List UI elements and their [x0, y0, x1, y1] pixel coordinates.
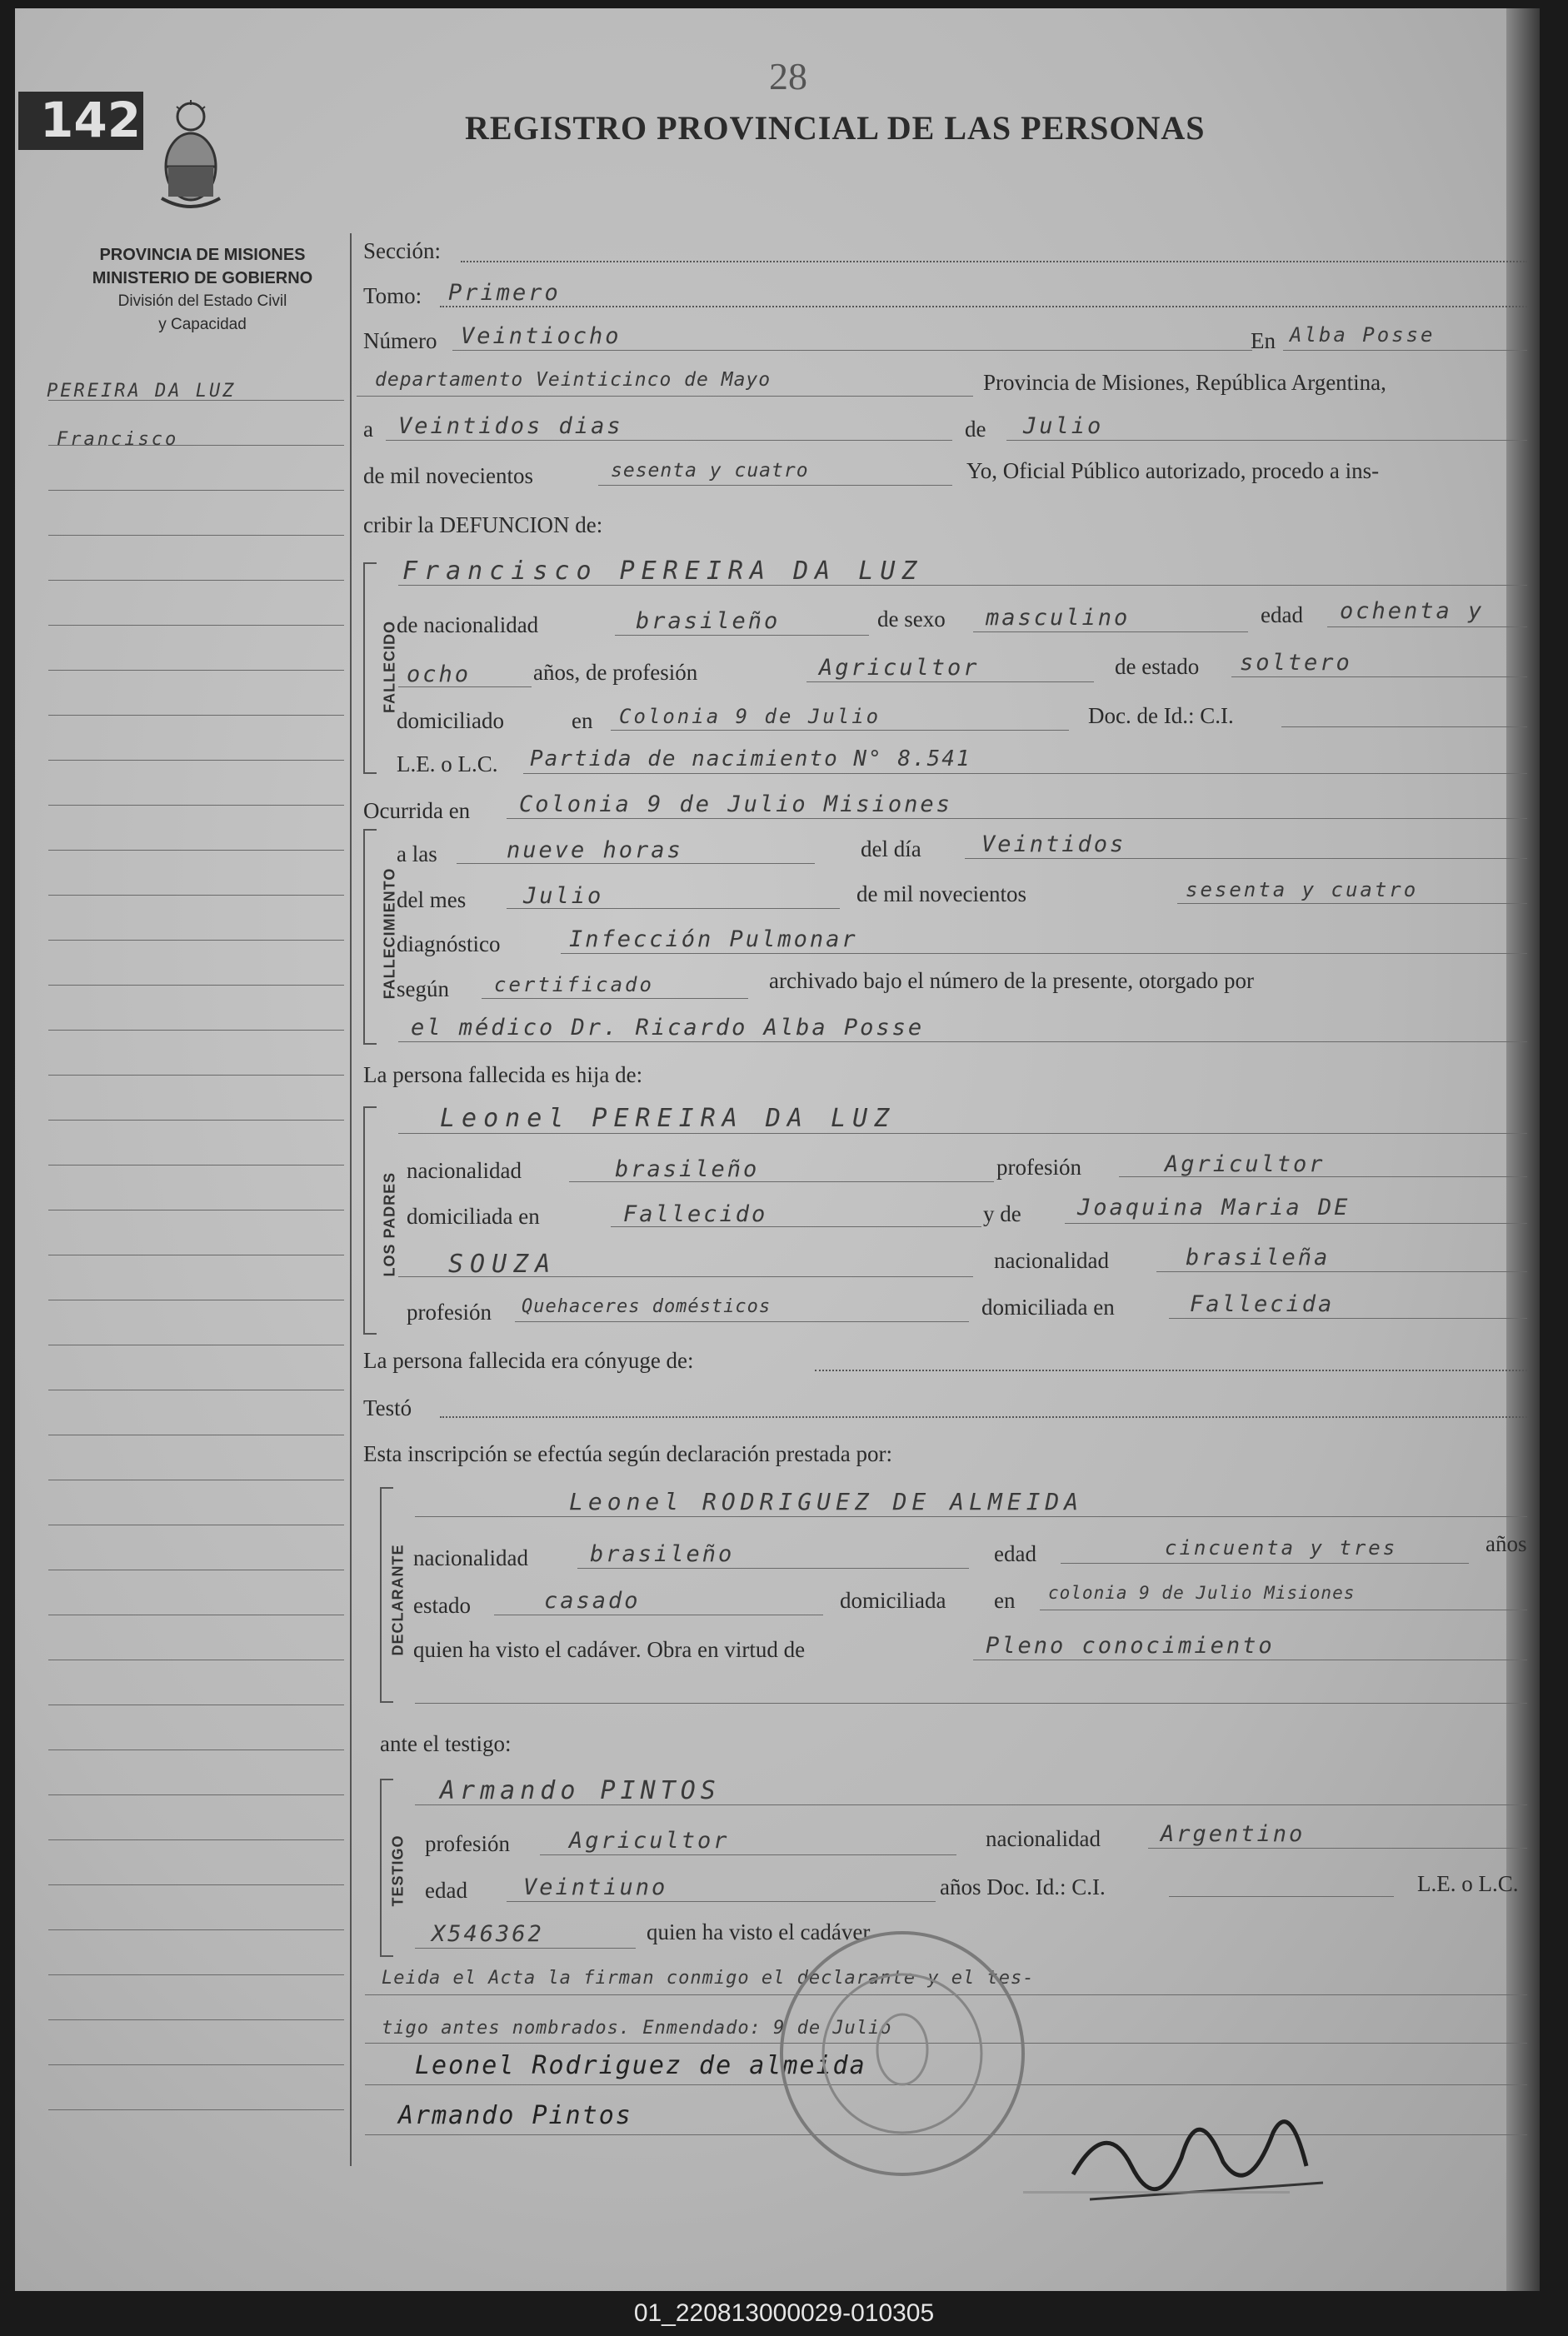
margin-given-name: Francisco: [57, 429, 179, 450]
madre-1-line: [1065, 1223, 1527, 1224]
label-madre-nacionalidad: nacionalidad: [994, 1248, 1109, 1273]
label-a: a: [363, 417, 373, 442]
margin-ruled-line: [48, 1120, 344, 1121]
numero-line: [452, 350, 1252, 351]
label-de-sexo: de sexo: [877, 606, 946, 631]
label-ante: ante el testigo:: [380, 1731, 512, 1756]
label-del-mes: del mes: [397, 887, 467, 912]
declarante-blank-line: [415, 1703, 1527, 1704]
margin-ruled-line: [48, 2109, 344, 2110]
value-obra: Pleno conocimiento: [986, 1633, 1275, 1659]
fallecido-domicilio-line: [611, 730, 1069, 731]
value-padre-profesion: Agricultor: [1165, 1151, 1326, 1177]
hora-line: [457, 863, 815, 864]
office-line-ministry: MINISTERIO DE GOBIERNO: [92, 269, 313, 287]
office-line-province: PROVINCIA DE MISIONES: [99, 246, 306, 264]
value-diagnostico: Infección Pulmonar: [569, 926, 858, 952]
value-madre-profesion: Quehaceres domésticos: [522, 1296, 772, 1317]
fallecido-sexo-line: [973, 631, 1248, 632]
fallecido-profesion-line: [806, 681, 1094, 682]
testo-line: [440, 1416, 1527, 1418]
label-diagnostico: diagnóstico: [397, 931, 501, 956]
label-declarante-edad: edad: [994, 1541, 1036, 1566]
office-line-division: División del Estado Civil: [117, 292, 287, 310]
label-madre-domiciliada: domiciliada en: [981, 1295, 1115, 1320]
fallecido-nacionalidad-line: [615, 635, 869, 636]
value-segun: certificado: [494, 973, 654, 996]
fallecido-edad-line: [1327, 626, 1527, 627]
testigo-line: [415, 1804, 1527, 1805]
anio2-line: [1177, 903, 1527, 904]
segun-line: [482, 998, 748, 999]
label-testigo-nacionalidad: nacionalidad: [986, 1826, 1101, 1851]
value-lugar: Alba Posse: [1290, 323, 1436, 347]
margin-ruled-line: [48, 895, 344, 896]
dia-line: [386, 440, 952, 441]
label-declarante-domiciliada: domiciliada: [840, 1588, 946, 1613]
margin-ruled-line: [48, 1839, 344, 1840]
value-fallecido-sexo: masculino: [986, 605, 1131, 631]
margin-ruled-line: [48, 805, 344, 806]
label-yo: Yo, Oficial Público autorizado, procedo a ins-: [966, 458, 1380, 483]
label-testigo-le-lc: L.E. o L.C.: [1417, 1871, 1519, 1896]
padres-bracket: [363, 1106, 377, 1335]
conyuge-line: [815, 1370, 1527, 1371]
value-departamento: departamento Veinticinco de Mayo: [375, 369, 772, 391]
page-number: 28: [769, 55, 807, 97]
folio-number: 142: [40, 92, 142, 148]
value-tomo: Primero: [448, 280, 561, 306]
official-seal: [773, 1924, 1031, 2183]
label-tomo: Tomo:: [363, 283, 422, 308]
value-testigo-edad: Veintiuno: [523, 1874, 668, 1900]
margin-divider: [350, 233, 352, 2166]
value-numero: Veintiocho: [461, 323, 622, 349]
lugar-line: [1283, 350, 1527, 351]
label-declarante-nacionalidad: nacionalidad: [413, 1545, 528, 1570]
label-edad: edad: [1261, 602, 1303, 627]
testigo-ci-line: [1169, 1896, 1394, 1897]
value-dia: Veintidos dias: [398, 413, 623, 439]
label-a-las: a las: [397, 841, 437, 866]
closing-line-1: Leida el Acta la firman conmigo el declarante y el tes-: [382, 1968, 1035, 1989]
value-testigo-profesion: Agricultor: [569, 1828, 730, 1854]
label-de-estado: de estado: [1115, 654, 1200, 679]
dia2-line: [965, 858, 1527, 859]
testigo-profesion-line: [540, 1854, 956, 1855]
label-testo: Testó: [363, 1395, 412, 1420]
value-madre-domicilio: Fallecida: [1190, 1291, 1335, 1317]
label-de-nacionalidad: de nacionalidad: [397, 612, 539, 637]
value-fallecido-profesion: Agricultor: [819, 655, 980, 681]
madre-domicilio-line: [1169, 1318, 1527, 1319]
label-declarante-anos: años: [1486, 1531, 1527, 1556]
padre-nacionalidad-line: [569, 1181, 994, 1182]
side-label-testigo: TESTIGO: [389, 1834, 407, 1907]
value-declarante: Leonel RODRIGUEZ DE ALMEIDA: [569, 1488, 1084, 1515]
label-de: de: [965, 417, 986, 442]
label-de-mil2: de mil novecientos: [856, 881, 1026, 906]
label-madre-profesion: profesión: [407, 1300, 492, 1325]
fallecido-doc-ci-line: [1281, 726, 1527, 727]
side-label-fallecimiento: FALLECIMIENTO: [381, 867, 398, 1000]
value-ocurrida: Colonia 9 de Julio Misiones: [519, 791, 952, 817]
label-seccion: Sección:: [363, 238, 441, 263]
label-hija: La persona fallecida es hija de:: [363, 1062, 643, 1087]
value-declarante-estado: casado: [544, 1588, 641, 1614]
label-padre-domiciliada: domiciliada en: [407, 1204, 540, 1229]
image-caption: 01_220813000029-010305: [633, 2299, 935, 2327]
value-declarante-edad: cincuenta y tres: [1165, 1536, 1398, 1560]
margin-ruled-line: [48, 535, 344, 536]
value-dia2: Veintidos: [981, 831, 1126, 857]
side-label-declarante: DECLARANTE: [389, 1544, 407, 1656]
margin-ruled-line: [48, 940, 344, 941]
label-declaracion: Esta inscripción se efectúa según declaración prestada por:: [363, 1441, 892, 1466]
value-hora: nueve horas: [507, 837, 683, 863]
margin-ruled-line: [48, 2064, 344, 2065]
office-line-capacity: y Capacidad: [158, 316, 247, 333]
declarante-line: [415, 1516, 1527, 1517]
margin-ruled-line: [48, 1884, 344, 1885]
value-declarante-domicilio: colonia 9 de Julio Misiones: [1048, 1583, 1356, 1603]
label-archivado: archivado bajo el número de la presente, otorgado por: [769, 968, 1255, 993]
book-spine: [1506, 8, 1540, 2291]
mes2-line: [507, 908, 840, 909]
margin-ruled-line: [48, 625, 344, 626]
margin-ruled-line: [48, 490, 344, 491]
padre-domicilio-line: [611, 1226, 981, 1227]
label-visto2: quien ha visto el cadáver: [647, 1919, 871, 1944]
label-visto: quien ha visto el cadáver. Obra en virtud de: [413, 1637, 806, 1662]
margin-ruled-line: [48, 1974, 344, 1975]
madre-profesion-line: [515, 1321, 969, 1322]
fallecimiento-bracket: [363, 829, 377, 1045]
label-testigo-edad: edad: [425, 1878, 467, 1903]
ocurrida-line: [507, 818, 1527, 819]
anio-line: [598, 485, 952, 486]
label-padre-nacionalidad: nacionalidad: [407, 1158, 522, 1183]
tomo-line: [440, 306, 1527, 307]
value-madre-2: SOUZA: [448, 1250, 557, 1279]
label-domiciliado: domiciliado: [397, 708, 504, 733]
label-testigo-profesion: profesión: [425, 1831, 510, 1856]
value-fallecido-edad-1: ochenta y: [1340, 598, 1485, 624]
coat-of-arms-icon: [158, 98, 223, 215]
value-declarante-nacionalidad: brasileño: [590, 1541, 735, 1567]
label-de-mil: de mil novecientos: [363, 463, 533, 488]
value-medico: el médico Dr. Ricardo Alba Posse: [411, 1015, 925, 1041]
value-fallecido-nacionalidad: brasileño: [636, 608, 781, 634]
margin-ruled-line: [48, 760, 344, 761]
mes-line: [1006, 440, 1527, 441]
label-anos-profesion: años, de profesión: [533, 660, 698, 685]
label-anos-doc: años Doc. Id.: C.I.: [940, 1874, 1106, 1899]
margin-ruled-line: [48, 670, 344, 671]
declarante-edad-line: [1061, 1563, 1469, 1564]
value-fallecido-doc: Partida de nacimiento N° 8.541: [530, 746, 971, 771]
declarante-nacionalidad-line: [577, 1568, 969, 1569]
label-conyuge: La persona fallecida era cónyuge de:: [363, 1348, 694, 1373]
label-declarante-estado: estado: [413, 1593, 471, 1618]
fallecido-estado-line: [1231, 676, 1527, 677]
diagnostico-line: [561, 953, 1527, 954]
margin-ruled-line: [48, 715, 344, 716]
label-declarante-en: en: [994, 1588, 1016, 1613]
label-provincia: Provincia de Misiones, República Argentina,: [983, 370, 1386, 395]
value-testigo-doc: X546362: [432, 1921, 544, 1947]
label-inscribir: cribir la DEFUNCION de:: [363, 512, 603, 537]
padre-profesion-line: [1119, 1176, 1527, 1177]
value-padre-domicilio: Fallecido: [623, 1201, 768, 1227]
label-ocurrida: Ocurrida en: [363, 798, 471, 823]
margin-ruled-line: [48, 1030, 344, 1031]
medico-line: [398, 1041, 1527, 1042]
departamento-line: [357, 396, 973, 397]
testigo-doc-line: [415, 1948, 636, 1949]
value-testigo: Armando PINTOS: [440, 1776, 721, 1805]
margin-ruled-line: [48, 985, 344, 986]
value-mes2: Julio: [523, 883, 604, 909]
value-madre-nacionalidad: brasileña: [1186, 1245, 1331, 1270]
value-fallecido-estado: soltero: [1240, 650, 1352, 676]
margin-ruled-line: [48, 1929, 344, 1930]
office-heading: [48, 243, 357, 337]
fallecido-bracket: [363, 562, 377, 774]
margin-ruled-line: [48, 850, 344, 851]
register-page: [15, 8, 1540, 2291]
value-padre-nacionalidad: brasileño: [615, 1156, 760, 1182]
value-mes: Julio: [1023, 413, 1104, 439]
margin-ruled-line: [48, 1794, 344, 1795]
seccion-line: [461, 261, 1527, 262]
value-fallecido-domicilio: Colonia 9 de Julio: [619, 705, 881, 728]
label-numero: Número: [363, 328, 437, 353]
label-del-dia: del día: [861, 836, 921, 861]
testigo-nacionalidad-line: [1148, 1848, 1527, 1849]
fallecido-edad-2-line: [398, 686, 532, 687]
label-le-lc: L.E. o L.C.: [397, 751, 498, 776]
value-fallecido-nombre: Francisco PEREIRA DA LUZ: [402, 557, 924, 586]
value-testigo-nacionalidad: Argentino: [1161, 1821, 1306, 1847]
madre-nacionalidad-line: [1156, 1271, 1527, 1272]
madre-2-line: [398, 1276, 973, 1277]
page-title: REGISTRO PROVINCIAL DE LAS PERSONAS: [465, 109, 1206, 147]
official-stamp: [1023, 2191, 1290, 2252]
margin-ruled-line: [48, 580, 344, 581]
label-en: En: [1251, 328, 1276, 353]
label-y-de: y de: [983, 1201, 1021, 1226]
fallecido-nombre-line: [398, 585, 1527, 586]
value-padre: Leonel PEREIRA DA LUZ: [440, 1104, 896, 1133]
label-doc: Doc. de Id.: C.I.: [1088, 703, 1234, 728]
padre-line: [398, 1133, 1527, 1134]
label-en-domicilio: en: [572, 708, 593, 733]
label-segun: según: [397, 976, 449, 1001]
margin-ruled-line: [48, 1075, 344, 1076]
margin-ruled-line: [48, 2019, 344, 2020]
side-label-padres: LOS PADRES: [381, 1171, 398, 1277]
value-anio2: sesenta y cuatro: [1186, 878, 1419, 901]
fallecido-doc-line: [523, 773, 1527, 774]
label-padre-profesion: profesión: [996, 1155, 1081, 1180]
margin-surname: PEREIRA DA LUZ: [47, 381, 237, 402]
testigo-edad-line: [507, 1901, 936, 1902]
value-madre-1: Joaquina Maria DE: [1077, 1195, 1351, 1220]
side-label-fallecido: FALLECIDO: [381, 621, 398, 713]
value-anio: sesenta y cuatro: [611, 460, 809, 482]
margin-ruled-line: [48, 1165, 344, 1166]
closing-line-2: tigo antes nombrados. Enmendado: 9 de Julio: [382, 2018, 892, 2039]
signature-declarante: Leonel Rodriguez de almeida: [415, 2051, 866, 2080]
signature-testigo: Armando Pintos: [398, 2101, 632, 2130]
value-fallecido-edad-2: ocho: [407, 661, 472, 687]
